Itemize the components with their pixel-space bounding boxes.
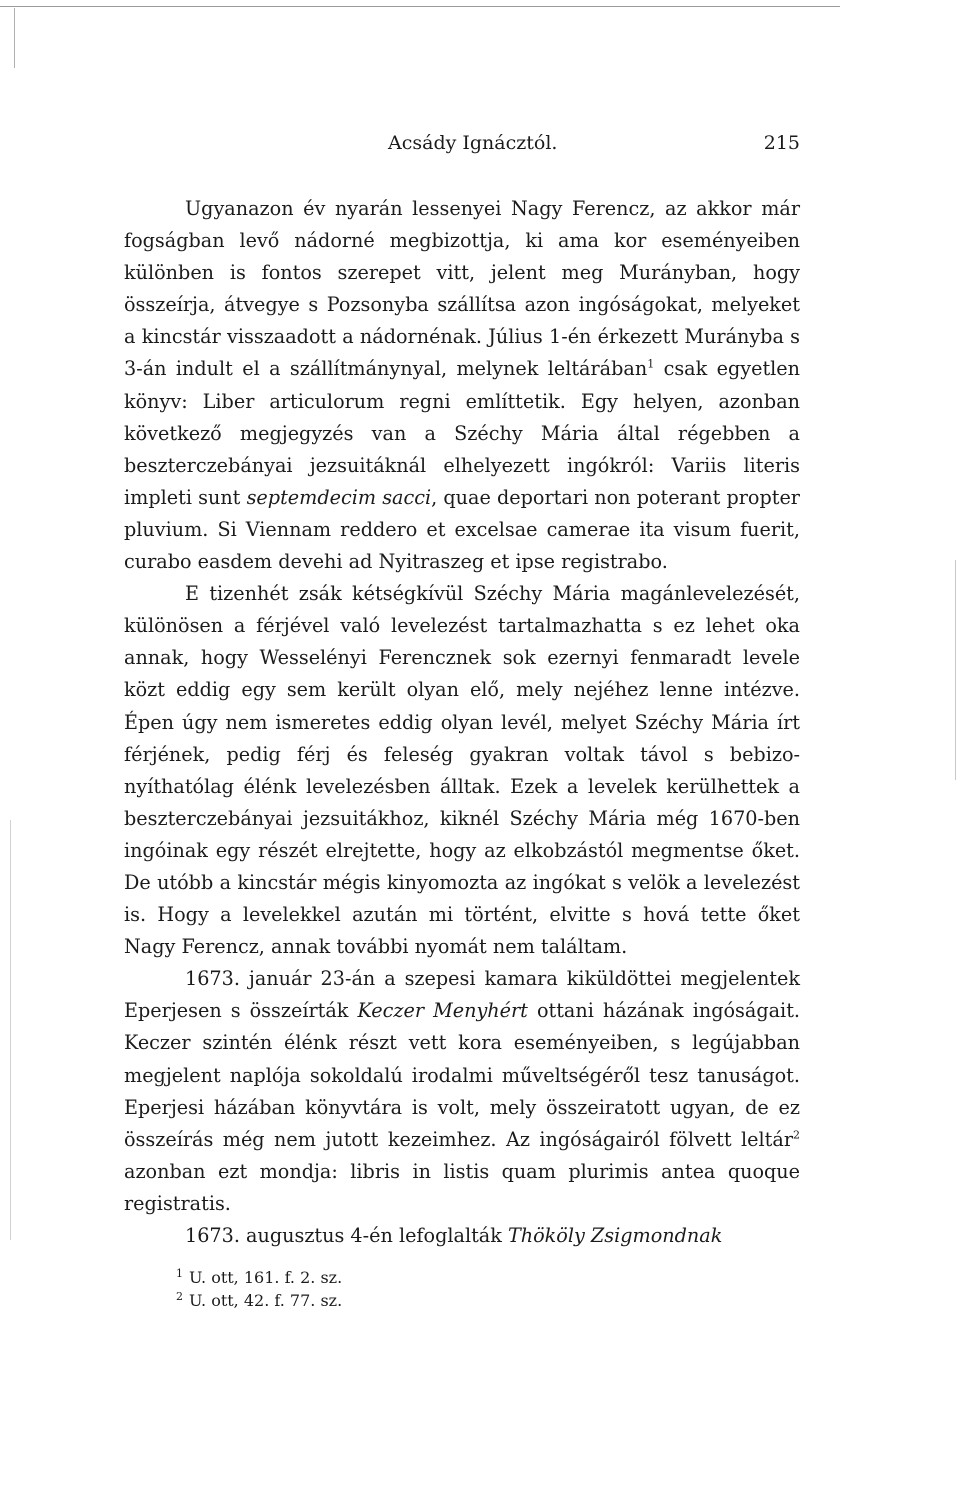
text-run: azonban ezt mondja: libris in listis quam plurimis antea quoque registratis.: [124, 1159, 800, 1215]
paragraph: [124, 193, 800, 578]
footnote: [176, 1266, 676, 1289]
page-header: [124, 132, 800, 158]
paragraph: [124, 578, 800, 963]
footnote-text: U. ott, 42. f. 77. sz.: [189, 1291, 343, 1310]
body-text: [124, 193, 800, 1252]
text-run: , quae deportari non poterant propter pluvium. Si Viennam reddero et excelsae camerae ita visum fuerit, curabo easdem devehi ad Nyitraszeg et ipse registrabo.: [124, 485, 800, 574]
text-run: E tizenhét zsák kétségkívül Széchy Mária magánlevelezését, különösen a férjével való levelezést tartalmazhatta s ez lehet oka annak, hogy Wesselényi Ferencznek sok ezernyi fenmaradt levele közt eddig egy sem került olyan elő, mely nejéhez lenne intézve. Épen úgy nem ismeretes eddig olyan levél, melyet Széchy Mária írt férjének, pedig férj és feleség gyakran voltak távol s bebizonyíthatólag élénk levelezésben álltak. Ezek a levelek kerülhettek a beszterczebányai jezsuitákhoz, kiknél Széchy Mária még 1670-ben ingóinak egy részét elrejtette, hogy az elkobzástól megmentse őket. De utóbb a kincstár mégis kinyomozta az ingókat s velök a levelezést is. Hogy a levelekkel azután mi történt, elvitte s hová tette őket Nagy Ferencz, annak további nyomát nem találtam.: [124, 582, 800, 959]
paragraph: [124, 963, 800, 1220]
footnotes: [176, 1266, 676, 1312]
text-run: csak egyetlen könyv: Liber articulorum regni említtetik. Egy helyen, azonban következő megjegyzés van a Széchy Mária által régebben a beszterczebányai jezsuitáknál elhelyezett ingókról: Variis literis impleti sunt: [124, 357, 800, 509]
page-number: 215: [763, 132, 800, 154]
text-run: 1673. január 23-án a szepesi kamara kiküldöttei megjelentek Eperjesen s összeírták: [124, 967, 800, 1023]
italic-text: Keczer Menyhért: [357, 999, 528, 1023]
scan-edge-line: [0, 6, 840, 7]
italic-text: septemdecim sacci: [246, 485, 432, 509]
footnote-mark: 1: [176, 1266, 183, 1280]
footnote: [176, 1289, 676, 1312]
italic-text: Thököly Zsigmondnak: [507, 1224, 723, 1247]
scan-edge-line: [14, 8, 15, 68]
paragraph: [124, 1220, 800, 1252]
scan-edge-line: [10, 820, 11, 1240]
footnote-reference: 1: [647, 358, 655, 372]
scan-edge-line: [955, 560, 956, 780]
text-run: Ugyanazon év nyarán lessenyei Nagy Ferencz, az akkor már fogságban levő nádorné megbizottja, ki ama kor eseményeiben különben is fontos szerepet vitt, jelent meg Murányban, hogy összeírja, átvegye s Pozsonyba szállítsa azon ingóságokat, melyeket a kincstár visszaadott a nádornénak. Július 1-én érkezett Murányba s 3-án indult el a szállítmánynyal, melynek leltárában: [124, 197, 800, 381]
text-run: 1673. augusztus 4-én lefoglalták: [185, 1224, 508, 1247]
running-title: Acsády Ignácztól.: [388, 132, 558, 154]
footnote-mark: 2: [176, 1289, 183, 1303]
footnote-text: U. ott, 161. f. 2. sz.: [189, 1268, 343, 1287]
footnote-reference: 2: [793, 1128, 800, 1142]
text-run: ottani házának ingóságait. Keczer szintén élénk részt vett kora eseményeiben, s legújabban megjelent naplója sokoldalú irodalmi műveltségéről tesz tanuságot. Eperjesi házában könyvtára is volt, mely összeiratott ugyan, de ez összeírás még nem jutott kezeimhez. Az ingóságairól fölvett leltár: [124, 999, 800, 1151]
